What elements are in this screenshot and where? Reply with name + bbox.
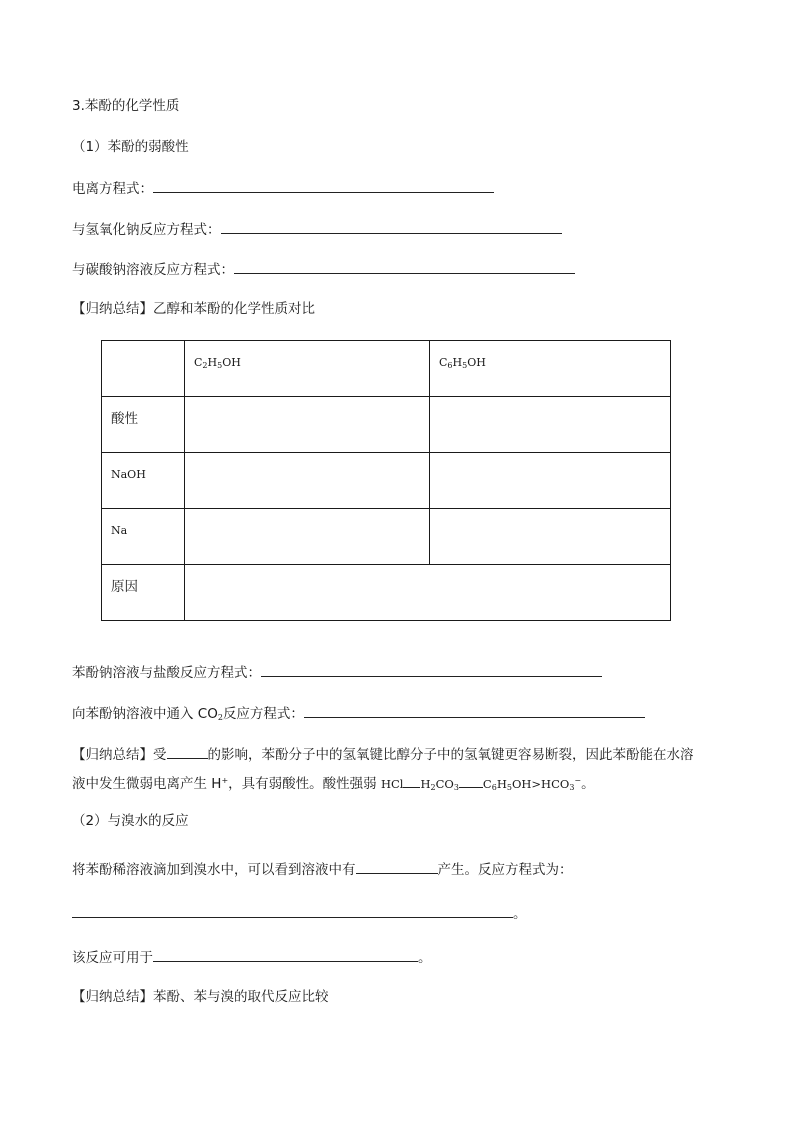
- summary2-text-a: 受: [153, 747, 167, 763]
- table-row-label-reason: 原因: [102, 565, 185, 621]
- subsection-bromine: （2）与溴水的反应: [72, 813, 189, 829]
- question-bromine: [72, 858, 573, 880]
- summary2-end: 。: [581, 776, 595, 792]
- question-co2-label: 向苯酚钠溶液中通入 CO: [72, 706, 218, 722]
- question-naoh: [72, 218, 562, 240]
- summary-tag: 【归纳总结】: [72, 747, 153, 763]
- table-header-ethanol: $C_2H_5OH$: [185, 341, 430, 397]
- co2-subscript: 2: [217, 713, 223, 722]
- question-ionization: [72, 177, 494, 199]
- usage-label: 该反应可用于: [72, 950, 153, 966]
- table-cell-reason[interactable]: [185, 565, 671, 621]
- answer-blank-compare-1[interactable]: [403, 772, 420, 788]
- summary-tag: 【归纳总结】: [72, 301, 153, 317]
- question-usage: [72, 946, 432, 968]
- answer-blank-co2[interactable]: [304, 702, 645, 718]
- answer-blank-compare-2[interactable]: [459, 772, 483, 788]
- answer-blank-usage[interactable]: [153, 946, 418, 962]
- answer-blank-na2co3[interactable]: [234, 258, 575, 274]
- subsection-acidity: （1）苯酚的弱酸性: [72, 139, 189, 155]
- table-cell-ethanol-acidity[interactable]: [185, 397, 430, 453]
- table-cell-ethanol-na[interactable]: [185, 509, 430, 565]
- summary2-text-b: 的影响，苯酚分子中的氢氧键比醇分子中的氢氧键更容易断裂，因此苯酚能在水溶: [207, 747, 694, 763]
- table-cell-phenol-na[interactable]: [430, 509, 671, 565]
- period: 。: [418, 950, 432, 966]
- acid-h2co3: $H_2CO_3$: [420, 777, 459, 792]
- table-row-label-acidity: 酸性: [102, 397, 185, 453]
- table-row-label-na: Na: [102, 509, 185, 565]
- table-cell-phenol-acidity[interactable]: [430, 397, 671, 453]
- table-row: [102, 565, 671, 621]
- question-hcl-label: 苯酚钠溶液与盐酸反应方程式：: [72, 665, 261, 681]
- summary-heading-1: [72, 299, 315, 319]
- question-ionization-label: 电离方程式：: [72, 181, 153, 197]
- answer-blank-hcl[interactable]: [261, 661, 602, 677]
- question-naoh-label: 与氢氧化钠反应方程式：: [72, 222, 221, 238]
- table-row: [102, 397, 671, 453]
- acid-phenol-bicarbonate: $C_6H_5OH>HCO_3^-$: [482, 776, 582, 792]
- question-hcl: [72, 661, 602, 683]
- answer-blank-influence[interactable]: [167, 743, 208, 759]
- table-header-phenol: $C_6H_5OH$: [430, 341, 671, 397]
- summary-paragraph-2-line-2: 液中发生微弱电离产生 H+，具有弱酸性。酸性强弱 HCl $H_2CO_3$ $C_6H_5OH>HCO_3^-$。: [72, 771, 595, 798]
- comparison-table: [101, 340, 671, 621]
- summary-paragraph-2-line-1: [72, 743, 694, 765]
- summary-heading-3: [72, 987, 329, 1007]
- question-co2-label-end: 反应方程式：: [222, 706, 304, 722]
- period: 。: [513, 906, 527, 922]
- section-title: 3.苯酚的化学性质: [72, 98, 180, 114]
- summary2-line2-a: 液中发生微弱电离产生 H: [72, 776, 222, 792]
- summary2-line2-b: ，具有弱酸性。酸性强弱: [228, 776, 377, 792]
- answer-blank-bromine-equation[interactable]: [72, 902, 513, 918]
- summary-title-3: 苯酚、苯与溴的取代反应比较: [153, 989, 329, 1005]
- table-cell-ethanol-naoh[interactable]: [185, 453, 430, 509]
- question-na2co3-label: 与碳酸钠溶液反应方程式：: [72, 262, 234, 278]
- question-na2co3: [72, 258, 575, 280]
- summary-title-1: 乙醇和苯酚的化学性质对比: [153, 301, 315, 317]
- answer-blank-precipitate[interactable]: [356, 858, 438, 874]
- table-row: [102, 453, 671, 509]
- table-cell-phenol-naoh[interactable]: [430, 453, 671, 509]
- answer-blank-ionization[interactable]: [153, 177, 494, 193]
- bromine-text-a: 将苯酚稀溶液滴加到溴水中，可以看到溶液中有: [72, 862, 356, 878]
- bromine-equation-line: [72, 902, 527, 924]
- table-corner-cell: [102, 341, 185, 397]
- acid-hcl: HCl: [380, 777, 404, 791]
- table-row: [102, 509, 671, 565]
- table-row-label-naoh: NaOH: [102, 453, 185, 509]
- table-header-row: [102, 341, 671, 397]
- answer-blank-naoh[interactable]: [221, 218, 562, 234]
- question-co2: [72, 702, 645, 728]
- bromine-text-b: 产生。反应方程式为：: [437, 862, 573, 878]
- summary-tag: 【归纳总结】: [72, 989, 153, 1005]
